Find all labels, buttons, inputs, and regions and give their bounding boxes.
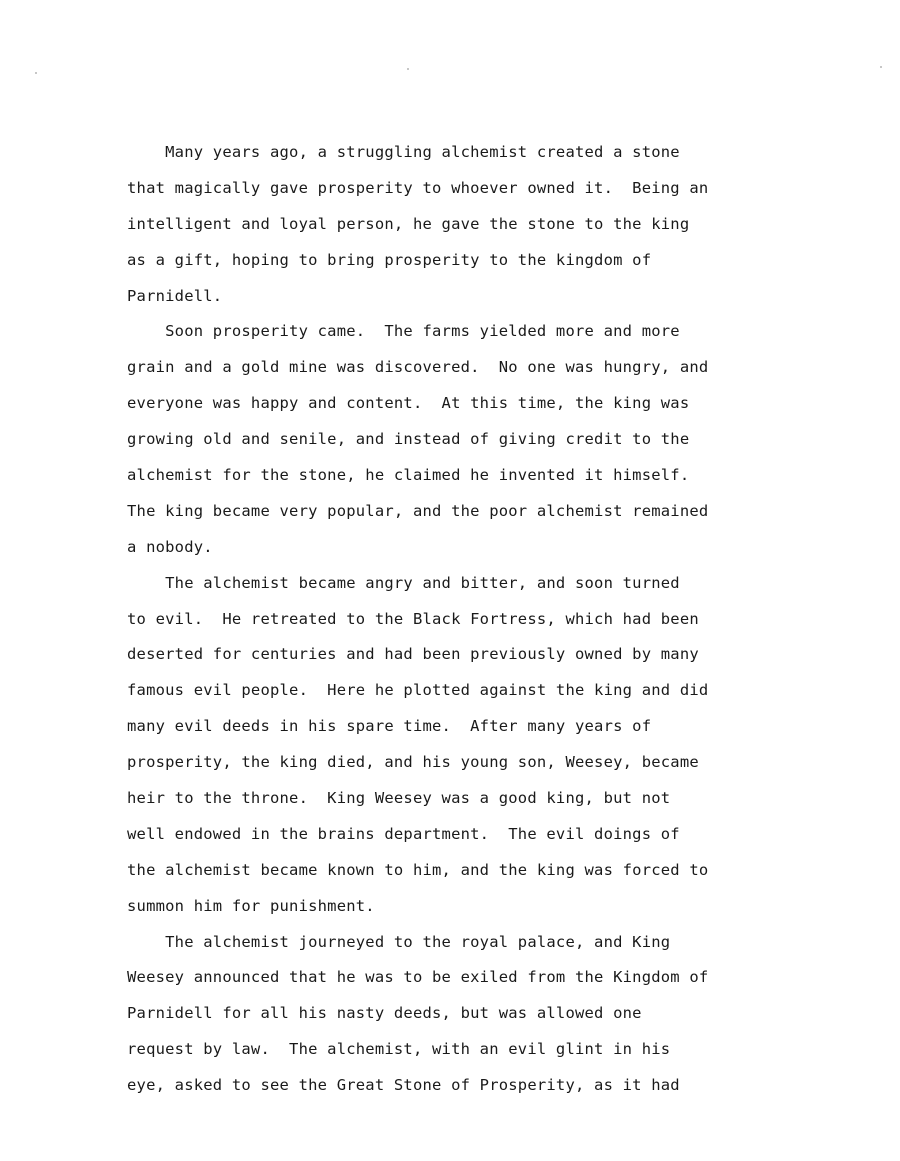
- text-line: to evil. He retreated to the Black Fortress, which had been: [127, 609, 699, 628]
- text-line: alchemist for the stone, he claimed he invented it himself.: [127, 466, 690, 485]
- text-line: heir to the throne. King Weesey was a good king, but not: [127, 789, 671, 808]
- text-line: famous evil people. Here he plotted against the king and did: [127, 681, 709, 700]
- text-line: many evil deeds in his spare time. After many years of: [127, 717, 652, 736]
- text-line: eye, asked to see the Great Stone of Prosperity, as it had: [127, 1076, 680, 1095]
- text-line: deserted for centuries and had been previously owned by many: [127, 645, 699, 664]
- paper-speck: [880, 66, 882, 68]
- text-line: the alchemist became known to him, and the king was forced to: [127, 860, 709, 879]
- text-line: The alchemist became angry and bitter, and soon turned: [127, 573, 680, 592]
- text-line: Many years ago, a struggling alchemist created a stone: [127, 143, 680, 161]
- text-line: The king became very popular, and the poor alchemist remained: [127, 501, 709, 520]
- text-line: Parnidell for all his nasty deeds, but was allowed one: [127, 1004, 642, 1023]
- text-line: Weesey announced that he was to be exiled from the Kingdom of: [127, 968, 709, 987]
- text-line: everyone was happy and content. At this time, the king was: [127, 394, 690, 413]
- text-line: grain and a gold mine was discovered. No one was hungry, and: [127, 358, 709, 377]
- text-line: growing old and senile, and instead of giving credit to the: [127, 430, 690, 449]
- text-line: that magically gave prosperity to whoever owned it. Being an: [127, 178, 709, 197]
- text-line: The alchemist journeyed to the royal palace, and King: [127, 932, 671, 951]
- text-line: as a gift, hoping to bring prosperity to the kingdom of: [127, 250, 652, 269]
- text-line: prosperity, the king died, and his young son, Weesey, became: [127, 753, 699, 772]
- paper-speck: [407, 68, 409, 70]
- text-line: request by law. The alchemist, with an evil glint in his: [127, 1040, 671, 1059]
- story-text: [127, 138, 807, 1107]
- text-line: well endowed in the brains department. The evil doings of: [127, 824, 680, 843]
- text-line: summon him for punishment.: [127, 896, 375, 915]
- text-line: intelligent and loyal person, he gave the stone to the king: [127, 214, 690, 233]
- text-line: Parnidell.: [127, 286, 223, 305]
- text-line: Soon prosperity came. The farms yielded more and more: [127, 322, 680, 341]
- text-line: a nobody.: [127, 537, 213, 556]
- paper-speck: [35, 72, 37, 74]
